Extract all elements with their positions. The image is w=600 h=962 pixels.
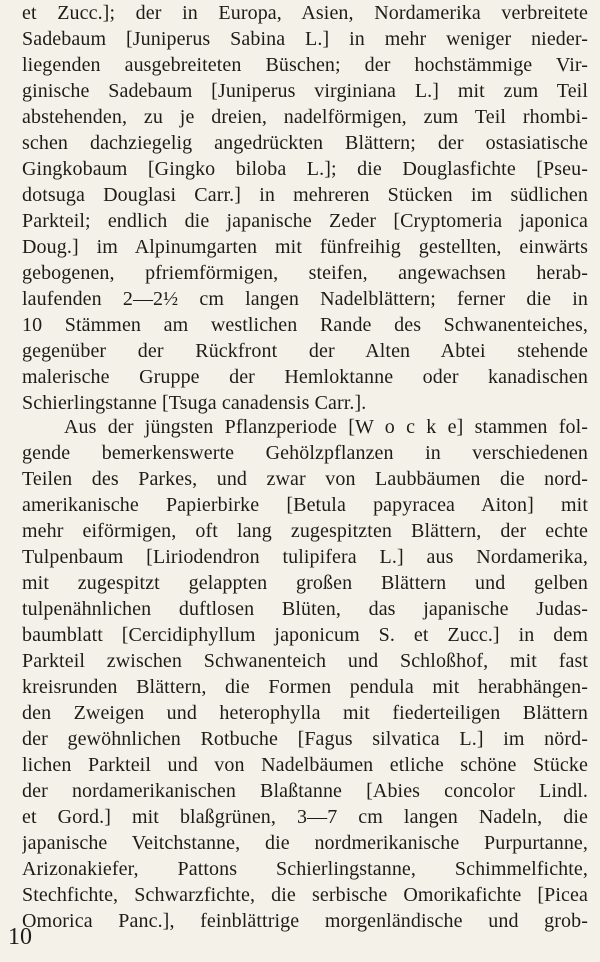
text-line: Teilen des Parkes, und zwar von Laubbäumen die nord-: [22, 468, 588, 490]
text-line: ginische Sadebaum [Juniperus virginiana L.] mit zum Teil: [22, 80, 588, 102]
text-line: japanische Veitchstanne, die nordmerikanische Purpurtanne,: [22, 832, 588, 854]
text-line: mehr eiförmigen, oft lang zugespitzten Blättern, der echte: [22, 520, 588, 542]
text-line: dotsuga Douglasi Carr.] in mehreren Stücken im südlichen: [22, 184, 588, 206]
text-line: Aus der jüngsten Pflanzperiode [W o c k e] stammen fol-: [64, 416, 588, 438]
page-number: 10: [8, 924, 32, 950]
text-line: Arizonakiefer, Pattons Schierlingstanne, Schimmelfichte,: [22, 858, 588, 880]
paragraph-conifers: [22, 0, 588, 416]
text-line: Doug.] im Alpinumgarten mit fünfreihig gestellten, einwärts: [22, 236, 588, 258]
text-line: malerische Gruppe der Hemloktanne oder kanadischen: [22, 366, 588, 388]
text-line: mit zugespitzt gelappten großen Blättern und gelben: [22, 572, 588, 594]
text-line: lichen Parkteil und von Nadelbäumen etliche schöne Stücke: [22, 754, 588, 776]
text-line: Parkteil zwischen Schwanenteich und Schloßhof, mit fast: [22, 650, 588, 672]
text-line: gegenüber der Rückfront der Alten Abtei stehende: [22, 340, 588, 362]
text-line: amerikanische Papierbirke [Betula papyracea Aiton] mit: [22, 494, 588, 516]
text-line: Stechfichte, Schwarzfichte, die serbische Omorikafichte [Picea: [22, 884, 588, 906]
text-line: Parkteil; endlich die japanische Zeder [Cryptomeria japonica: [22, 210, 588, 232]
text-line: et Gord.] mit blaßgrünen, 3—7 cm langen Nadeln, die: [22, 806, 588, 828]
text-line: gebogenen, pfriemförmigen, steifen, angewachsen herab-: [22, 262, 588, 284]
text-line: kreisrunden Blättern, die Formen pendula mit herabhängen-: [22, 676, 588, 698]
text-line: den Zweigen und heterophylla mit fiederteiligen Blättern: [22, 702, 588, 724]
text-line: baumblatt [Cercidiphyllum japonicum S. et Zucc.] in dem: [22, 624, 588, 646]
text-line: schen dachziegelig angedrückten Blättern; der ostasiatische: [22, 132, 588, 154]
text-line: abstehenden, zu je dreien, nadelförmigen, zum Teil rhombi-: [22, 106, 588, 128]
text-line: laufenden 2—2½ cm langen Nadelblättern; ferner die in: [22, 288, 588, 310]
text-line: liegenden ausgebreiteten Büschen; der hochstämmige Vir-: [22, 54, 588, 76]
text-line: Omorica Panc.], feinblättrige morgenländische und grob-: [22, 910, 588, 932]
text-line: Gingkobaum [Gingko biloba L.]; die Douglasfichte [Pseu-: [22, 158, 588, 180]
paragraph-recent-plantings: [22, 414, 588, 934]
text-line: der nordamerikanischen Blaßtanne [Abies concolor Lindl.: [22, 780, 588, 802]
text-line: gende bemerkenswerte Gehölzpflanzen in verschiedenen: [22, 442, 588, 464]
text-line: et Zucc.]; der in Europa, Asien, Nordamerika verbreitete: [22, 2, 588, 24]
text-line: Tulpenbaum [Liriodendron tulipifera L.] aus Nordamerika,: [22, 546, 588, 568]
text-line: tulpenähnlichen duftlosen Blüten, das japanische Judas-: [22, 598, 588, 620]
text-line: Sadebaum [Juniperus Sabina L.] in mehr weniger nieder-: [22, 28, 588, 50]
text-line: der gewöhnlichen Rotbuche [Fagus silvatica L.] im nörd-: [22, 728, 588, 750]
text-line: 10 Stämmen am westlichen Rande des Schwanenteiches,: [22, 314, 588, 336]
text-line: Schierlingstanne [Tsuga canadensis Carr.].: [22, 392, 367, 414]
